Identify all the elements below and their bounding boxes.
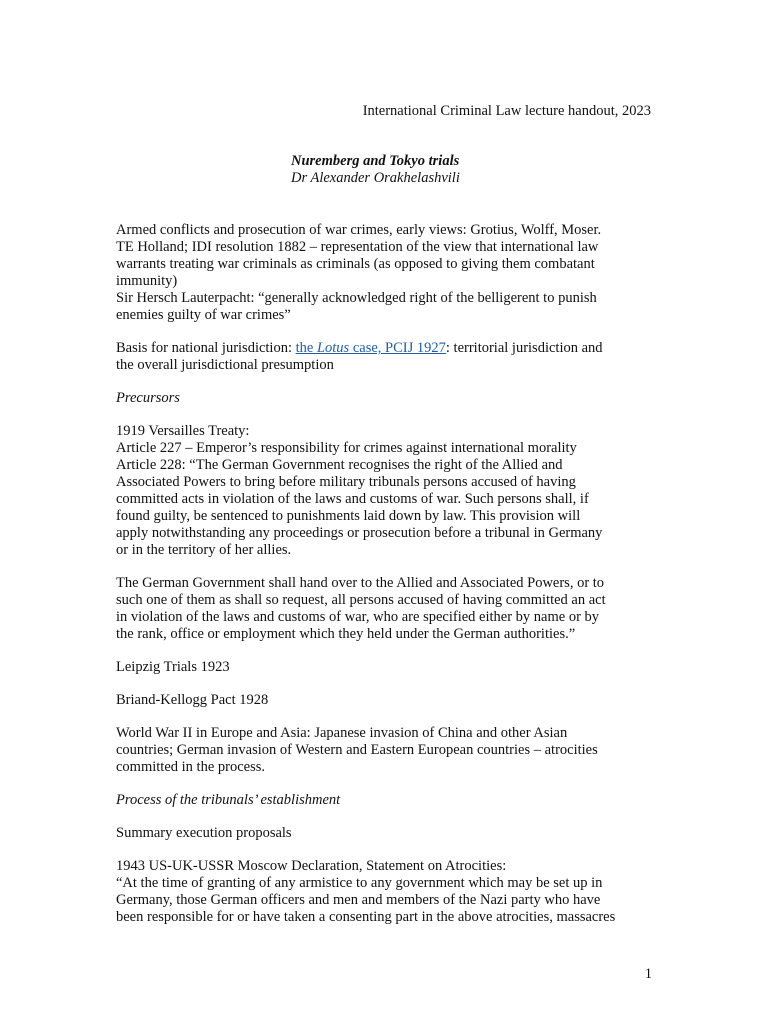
paragraph-briand-kellogg: Briand-Kellogg Pact 1928 (116, 692, 269, 708)
link-italic: Lotus (316, 340, 350, 356)
text-line: World War II in Europe and Asia: Japanese invasion of China and other Asian (116, 725, 568, 741)
text-line: Germany, those German officers and men and members of the Nazi party who have (116, 892, 601, 908)
link-pre: the (295, 340, 317, 356)
paragraph-early-views (116, 222, 656, 324)
text-line: countries; German invasion of Western and Eastern European countries – atrocities (116, 742, 598, 758)
jurisdiction-suffix: : territorial jurisdiction and (445, 340, 603, 356)
document-title: Nuremberg and Tokyo trials (291, 153, 460, 169)
jurisdiction-prefix: Basis for national jurisdiction: (116, 340, 296, 356)
paragraph-moscow-declaration (116, 858, 656, 926)
text-line: immunity) (116, 273, 178, 289)
paragraph-hand-over (116, 575, 656, 643)
text-line: or in the territory of her allies. (116, 542, 292, 558)
page-number: 1 (644, 966, 652, 982)
text-line: enemies guilty of war crimes” (116, 307, 291, 323)
text-line: “At the time of granting of any armistice to any government which may be set up in (116, 875, 603, 891)
text-line: 1919 Versailles Treaty: (116, 423, 250, 439)
text-line: in violation of the laws and customs of war, who are specified either by name or by (116, 609, 600, 625)
link-post: case, PCIJ 1927 (349, 340, 446, 356)
text-line: Sir Hersch Lauterpacht: “generally acknowledged right of the belligerent to punish (116, 290, 597, 306)
paragraph-wwii (116, 725, 656, 776)
paragraph-leipzig: Leipzig Trials 1923 (116, 659, 230, 675)
text-line: Article 227 – Emperor’s responsibility for crimes against international morality (116, 440, 577, 456)
text-line: Associated Powers to bring before military tribunals persons accused of having (116, 474, 576, 490)
title-block (291, 153, 460, 187)
text-line (116, 340, 656, 357)
text-line: been responsible for or have taken a consenting part in the above atrocities, massacres (116, 909, 616, 925)
section-heading-process: Process of the tribunals’ establishment (116, 792, 341, 808)
text-line: committed acts in violation of the laws and customs of war. Such persons shall, if (116, 491, 589, 507)
section-heading-precursors: Precursors (116, 390, 180, 406)
text-line: warrants treating war criminals as criminals (as opposed to giving them combatant (116, 256, 595, 272)
paragraph-jurisdiction (116, 340, 656, 374)
document-header: International Criminal Law lecture handout, 2023 (362, 103, 651, 119)
text-line: Article 228: “The German Government recognises the right of the Allied and (116, 457, 563, 473)
text-line: such one of them as shall so request, all persons accused of having committed an act (116, 592, 606, 608)
text-line: the rank, office or employment which they held under the German authorities.” (116, 626, 576, 642)
paragraph-versailles (116, 423, 656, 559)
text-line: Armed conflicts and prosecution of war crimes, early views: Grotius, Wolff, Moser. (116, 222, 602, 238)
lotus-case-link[interactable] (296, 340, 446, 356)
document-author: Dr Alexander Orakhelashvili (291, 170, 460, 186)
text-line: 1943 US-UK-USSR Moscow Declaration, Statement on Atrocities: (116, 858, 507, 874)
text-line: apply notwithstanding any proceedings or prosecution before a tribunal in Germany (116, 525, 603, 541)
text-line: found guilty, be sentenced to punishments laid down by law. This provision will (116, 508, 581, 524)
paragraph-summary-execution: Summary execution proposals (116, 825, 292, 841)
text-line: committed in the process. (116, 759, 265, 775)
text-line: The German Government shall hand over to the Allied and Associated Powers, or to (116, 575, 605, 591)
document-body (116, 222, 656, 942)
text-line: the overall jurisdictional presumption (116, 357, 334, 373)
text-line: TE Holland; IDI resolution 1882 – representation of the view that international law (116, 239, 599, 255)
